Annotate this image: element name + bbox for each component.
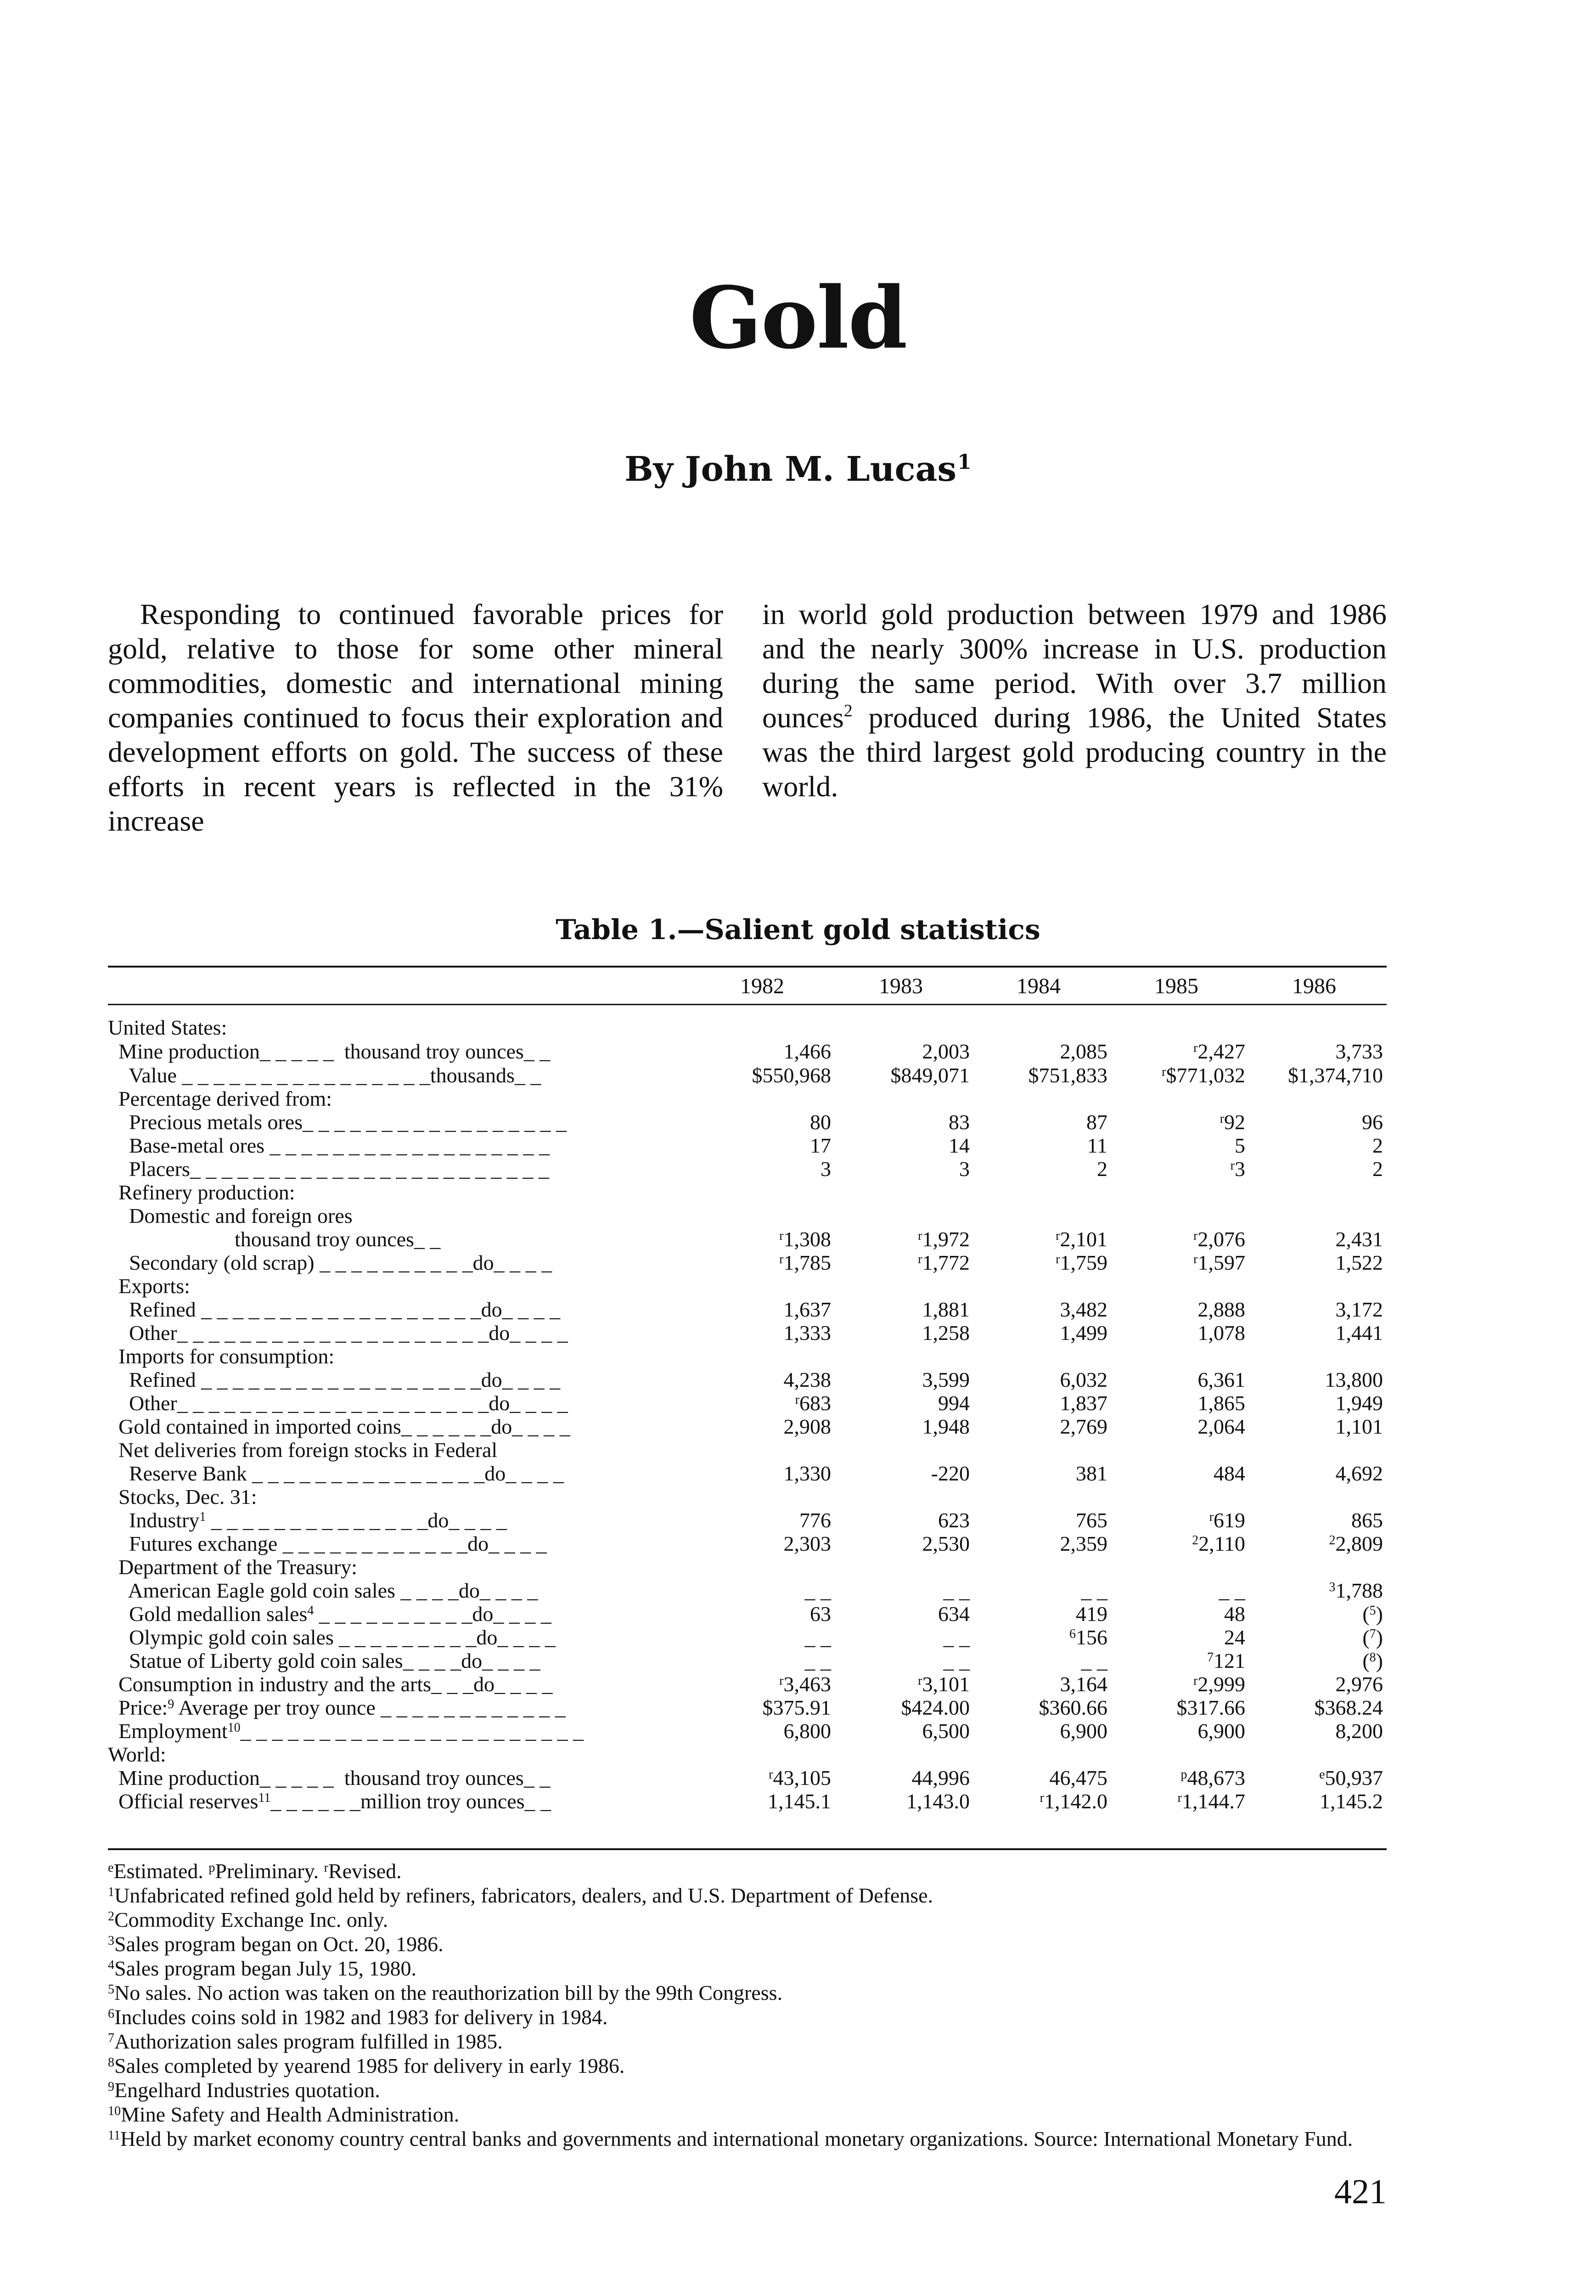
footnote: $^3$Sales program began on Oct. 20, 1986. [108, 1932, 444, 1956]
cell-1986: $^2$2,809 [1329, 1532, 1383, 1555]
cell-1984: 2,085 [1060, 1040, 1107, 1063]
cell-1982: 1,330 [783, 1462, 831, 1485]
cell-1984: $^r$1,759 [1056, 1251, 1107, 1274]
row-label: Official reserves$^{11}$_ _ _ _ _ _million troy ounces_ _ [108, 1790, 551, 1813]
cell-1984: 11 [1087, 1134, 1107, 1157]
table-row [0, 1345, 1596, 1368]
cell-1983: $^r$1,772 [918, 1251, 970, 1274]
cell-1983: 6,500 [922, 1719, 970, 1743]
cell-1985: 2,888 [1197, 1298, 1245, 1321]
cell-1983: _ _ [943, 1649, 970, 1672]
cell-1984: 3,164 [1060, 1672, 1107, 1696]
cell-1985: 6,361 [1197, 1368, 1245, 1391]
cell-1982: 63 [810, 1602, 831, 1626]
cell-1986: 1,522 [1335, 1251, 1383, 1274]
cell-1982: 6,800 [783, 1719, 831, 1743]
table-row [0, 1204, 1596, 1228]
cell-1985: $^r$3 [1230, 1157, 1245, 1181]
cell-1986: 2 [1372, 1134, 1383, 1157]
row-label: Exports: [108, 1274, 190, 1298]
cell-1982: 1,637 [783, 1298, 831, 1321]
row-label: Refinery production: [108, 1181, 295, 1204]
cell-1984: 1,499 [1060, 1321, 1107, 1345]
row-label: Refined _ _ _ _ _ _ _ _ _ _ _ _ _ _ _ _ _ _do_ _ _ _ [108, 1298, 561, 1321]
row-label: Employment$^{10}$_ _ _ _ _ _ _ _ _ _ _ _ _ _ _ _ _ _ _ _ _ _ [108, 1719, 584, 1743]
table-row [0, 1626, 1596, 1649]
cell-1984: $^r$2,101 [1056, 1227, 1107, 1251]
cell-1982: 1,145.1 [768, 1790, 831, 1813]
cell-1985: 484 [1214, 1462, 1245, 1485]
footnote: $^9$Engelhard Industries quotation. [108, 2078, 380, 2102]
cell-1984: 46,475 [1049, 1766, 1107, 1790]
row-label: Price:$^9$ Average per troy ounce _ _ _ _ _ _ _ _ _ _ _ _ [108, 1696, 566, 1719]
table-row [0, 1040, 1596, 1064]
row-label: Gold medallion sales$^4$ _ _ _ _ _ _ _ _ _ _do_ _ _ _ [108, 1602, 551, 1626]
cell-1984: $360.66 [1039, 1696, 1107, 1719]
cell-1986: ($^5$) [1362, 1602, 1383, 1626]
year-header-1983: 1983 [879, 974, 923, 998]
table-row [0, 1016, 1596, 1040]
cell-1983: _ _ [943, 1579, 970, 1602]
table-row [0, 1485, 1596, 1509]
author-name: By John M. Lucas [624, 450, 957, 489]
cell-1983: $849,071 [890, 1064, 970, 1087]
row-label: Stocks, Dec. 31: [108, 1485, 257, 1508]
row-label: Mine production_ _ _ _ _ thousand troy ounces_ _ [108, 1040, 551, 1063]
cell-1986: 2,976 [1335, 1672, 1383, 1696]
cell-1985: $^r$1,597 [1193, 1251, 1245, 1274]
year-header-1986: 1986 [1292, 974, 1336, 998]
cell-1983: 2,003 [922, 1040, 970, 1063]
cell-1986: $^e$50,937 [1319, 1766, 1383, 1790]
row-label: American Eagle gold coin sales _ _ _ _do_ _ _ _ [108, 1579, 538, 1602]
cell-1985: $^2$2,110 [1192, 1532, 1245, 1555]
cell-1985: 1,078 [1197, 1321, 1245, 1345]
row-label: Placers_ _ _ _ _ _ _ _ _ _ _ _ _ _ _ _ _ _ _ _ _ _ _ [108, 1157, 549, 1181]
cell-1985: 24 [1224, 1626, 1245, 1649]
footnote: $^4$Sales program began July 15, 1980. [108, 1957, 416, 1980]
cell-1985: $^r$2,427 [1193, 1040, 1245, 1063]
cell-1983: 1,881 [922, 1298, 970, 1321]
cell-1986: 3,733 [1335, 1040, 1383, 1063]
footnote: $^{11}$Held by market economy country central banks and governments and international monetary organizations. Source: International Monetary Fund. [108, 2127, 1353, 2150]
table-row [0, 1157, 1596, 1181]
cell-1986: 4,692 [1335, 1462, 1383, 1485]
cell-1984: 765 [1076, 1508, 1107, 1532]
cell-1982: _ _ [804, 1649, 831, 1672]
table-row [0, 1321, 1596, 1345]
cell-1985: $^r$2,076 [1193, 1227, 1245, 1251]
row-label: Futures exchange _ _ _ _ _ _ _ _ _ _ _ _do_ _ _ _ [108, 1532, 547, 1555]
cell-1985: $^r$\$771,032 [1162, 1064, 1245, 1087]
table-row [0, 1438, 1596, 1462]
cell-1985: 1,865 [1197, 1391, 1245, 1415]
row-label: Value _ _ _ _ _ _ _ _ _ _ _ _ _ _ _ _thousands_ _ [108, 1064, 541, 1087]
row-label: Reserve Bank _ _ _ _ _ _ _ _ _ _ _ _ _ _ _do_ _ _ _ [108, 1462, 564, 1485]
cell-1986: $368.24 [1314, 1696, 1383, 1719]
table-row [0, 1368, 1596, 1392]
cell-1986: 13,800 [1325, 1368, 1383, 1391]
cell-1985: 48 [1224, 1602, 1245, 1626]
table-row [0, 1508, 1596, 1532]
cell-1982: $^r$683 [795, 1391, 831, 1415]
cell-1984: 2 [1097, 1157, 1107, 1181]
cell-1982: 3 [820, 1157, 831, 1181]
row-label: Gold contained in imported coins_ _ _ _ _ _do_ _ _ _ [108, 1415, 570, 1438]
cell-1982: _ _ [804, 1579, 831, 1602]
cell-1984: $^6$156 [1069, 1626, 1107, 1649]
table-row [0, 1719, 1596, 1743]
cell-1984: $^r$1,142.0 [1040, 1790, 1107, 1813]
cell-1985: $^r$2,999 [1193, 1672, 1245, 1696]
row-label: United States: [108, 1016, 227, 1039]
table-row [0, 1462, 1596, 1486]
cell-1982: 1,333 [783, 1321, 831, 1345]
table-row [0, 1087, 1596, 1111]
row-label: Precious metals ores_ _ _ _ _ _ _ _ _ _ _ _ _ _ _ _ _ [108, 1110, 567, 1134]
cell-1982: $550,968 [752, 1064, 831, 1087]
table-row [0, 1064, 1596, 1087]
cell-1984: 2,769 [1060, 1415, 1107, 1438]
table-row [0, 1274, 1596, 1298]
cell-1982: 2,908 [783, 1415, 831, 1438]
cell-1986: $^3$1,788 [1329, 1579, 1383, 1602]
cell-1983: 3,599 [922, 1368, 970, 1391]
cell-1983: 83 [949, 1110, 970, 1134]
cell-1983: $424.00 [901, 1696, 970, 1719]
table-row [0, 1649, 1596, 1673]
cell-1982: 17 [810, 1134, 831, 1157]
row-label: Department of the Treasury: [108, 1555, 357, 1579]
cell-1984: 381 [1076, 1462, 1107, 1485]
cell-1984: 1,837 [1060, 1391, 1107, 1415]
table-row [0, 1555, 1596, 1579]
cell-1985: $^p$48,673 [1180, 1766, 1245, 1790]
table-row [0, 1415, 1596, 1439]
row-label: Statue of Liberty gold coin sales_ _ _ _do_ _ _ _ [108, 1649, 540, 1672]
table-row [0, 1227, 1596, 1251]
cell-1985: $^r$619 [1209, 1508, 1245, 1532]
table-row [0, 1298, 1596, 1322]
cell-1983: 14 [949, 1134, 970, 1157]
table-row [0, 1134, 1596, 1158]
cell-1986: 1,145.2 [1320, 1790, 1383, 1813]
cell-1983: 994 [938, 1391, 970, 1415]
cell-1982: 80 [810, 1110, 831, 1134]
cell-1983: 623 [938, 1508, 970, 1532]
cell-1983: 634 [938, 1602, 970, 1626]
cell-1982: 4,238 [783, 1368, 831, 1391]
cell-1986: 96 [1362, 1110, 1383, 1134]
cell-1984: _ _ [1081, 1579, 1107, 1602]
cell-1986: 1,949 [1335, 1391, 1383, 1415]
year-header-1984: 1984 [1017, 974, 1061, 998]
cell-1983: 44,996 [911, 1766, 970, 1790]
page-number: 421 [1334, 2172, 1387, 2211]
footnote: $^5$No sales. No action was taken on the reauthorization bill by the 99th Congress. [108, 1981, 783, 2004]
footnote: $^{10}$Mine Safety and Health Administration. [108, 2103, 460, 2126]
table-title: Table 1.—Salient gold statistics [556, 914, 1040, 946]
cell-1986: 865 [1351, 1508, 1383, 1532]
table-row [0, 1672, 1596, 1696]
cell-1986: ($^8$) [1362, 1649, 1383, 1672]
row-label: Industry$^1$ _ _ _ _ _ _ _ _ _ _ _ _ _ _do_ _ _ _ [108, 1508, 507, 1532]
article-title: Gold [689, 268, 907, 368]
intro-right-text-2: produced during 1986, the United States was the third largest gold producing country in the world. [762, 701, 1387, 803]
footnote: $^7$Authorization sales program fulfilled in 1985. [108, 2030, 503, 2053]
footnote: $^2$Commodity Exchange Inc. only. [108, 1908, 388, 1931]
table-row [0, 1110, 1596, 1134]
footnote: $^1$Unfabricated refined gold held by refiners, fabricators, dealers, and U.S. Department of Defense. [108, 1884, 933, 1907]
cell-1982: $^r$43,105 [769, 1766, 831, 1790]
cell-1985: $^r$92 [1219, 1110, 1245, 1134]
table-row [0, 1579, 1596, 1603]
cell-1986: ($^7$) [1362, 1626, 1383, 1649]
cell-1982: $^r$1,785 [779, 1251, 831, 1274]
cell-1983: $^r$3,101 [918, 1672, 970, 1696]
cell-1985: $^r$1,144.7 [1177, 1790, 1245, 1813]
table-header-row [0, 974, 1596, 1001]
table-row [0, 1532, 1596, 1556]
cell-1985: 6,900 [1197, 1719, 1245, 1743]
row-label: Net deliveries from foreign stocks in Federal [108, 1438, 498, 1462]
footnote: $^8$Sales completed by yearend 1985 for delivery in early 1986. [108, 2054, 625, 2077]
row-label: Olympic gold coin sales _ _ _ _ _ _ _ _ _do_ _ _ _ [108, 1626, 556, 1649]
cell-1986: 1,441 [1335, 1321, 1383, 1345]
cell-1984: 6,032 [1060, 1368, 1107, 1391]
row-label: thousand troy ounces_ _ [108, 1227, 441, 1251]
table-row [0, 1790, 1596, 1813]
table-row [0, 1181, 1596, 1204]
cell-1986: 2 [1372, 1157, 1383, 1181]
cell-1985: _ _ [1219, 1579, 1245, 1602]
cell-1986: 8,200 [1335, 1719, 1383, 1743]
row-label: Other_ _ _ _ _ _ _ _ _ _ _ _ _ _ _ _ _ _ _ _do_ _ _ _ [108, 1321, 568, 1345]
row-label: Domestic and foreign ores [108, 1204, 353, 1227]
cell-1984: 2,359 [1060, 1532, 1107, 1555]
byline-footnote-mark: 1 [957, 450, 972, 474]
cell-1983: 1,143.0 [906, 1790, 970, 1813]
cell-1984: 419 [1076, 1602, 1107, 1626]
cell-1986: 2,431 [1335, 1227, 1383, 1251]
row-label: Percentage derived from: [108, 1087, 332, 1110]
intro-footnote-mark: 2 [843, 701, 853, 720]
row-label: Secondary (old scrap) _ _ _ _ _ _ _ _ _ _do_ _ _ _ [108, 1251, 552, 1274]
cell-1983: 1,948 [922, 1415, 970, 1438]
cell-1986: 1,101 [1335, 1415, 1383, 1438]
cell-1983: 3 [959, 1157, 970, 1181]
footnote: $^e$Estimated. $^p$Preliminary. $^r$Revised. [108, 1859, 402, 1883]
intro-right-text-1: in world gold production between 1979 and 1986 and the nearly 300% increase in U.S. production during the same period. With over 3.7 million ounces [762, 598, 1387, 734]
cell-1983: $^r$1,972 [918, 1227, 970, 1251]
cell-1982: _ _ [804, 1626, 831, 1649]
cell-1983: 2,530 [922, 1532, 970, 1555]
year-header-1985: 1985 [1154, 974, 1198, 998]
cell-1984: 6,900 [1060, 1719, 1107, 1743]
footnotes [108, 1859, 1394, 2151]
row-label: World: [108, 1743, 166, 1766]
table-row [0, 1391, 1596, 1415]
cell-1982: $^r$3,463 [779, 1672, 831, 1696]
cell-1982: $^r$1,308 [779, 1227, 831, 1251]
table-bottom-rule [108, 1848, 1387, 1850]
cell-1985: 5 [1235, 1134, 1245, 1157]
table-row [0, 1251, 1596, 1275]
cell-1984: 3,482 [1060, 1298, 1107, 1321]
cell-1985: $^7$121 [1207, 1649, 1245, 1672]
cell-1983: -220 [931, 1462, 970, 1485]
intro-left-column: Responding to continued favorable prices for gold, relative to those for some other mineral commodities, domestic and international mining companies continued to focus their exploration and development efforts on gold. The success of these efforts in recent years is reflected in the 31% increase [108, 598, 723, 837]
year-header-1982: 1982 [740, 974, 784, 998]
table-row [0, 1602, 1596, 1626]
table-row [0, 1766, 1596, 1790]
cell-1982: 1,466 [783, 1040, 831, 1063]
table-row [0, 1743, 1596, 1767]
cell-1984: $751,833 [1028, 1064, 1107, 1087]
row-label: Base-metal ores _ _ _ _ _ _ _ _ _ _ _ _ _ _ _ _ _ _ [108, 1134, 550, 1157]
row-label: Other_ _ _ _ _ _ _ _ _ _ _ _ _ _ _ _ _ _ _ _do_ _ _ _ [108, 1391, 568, 1415]
byline [0, 450, 1596, 489]
cell-1985: $317.66 [1176, 1696, 1245, 1719]
table-row [0, 1696, 1596, 1720]
cell-1982: 2,303 [783, 1532, 831, 1555]
cell-1986: 3,172 [1335, 1298, 1383, 1321]
cell-1983: _ _ [943, 1626, 970, 1649]
row-label: Imports for consumption: [108, 1345, 335, 1368]
table-header-rule [108, 1004, 1387, 1005]
cell-1984: _ _ [1081, 1649, 1107, 1672]
row-label: Refined _ _ _ _ _ _ _ _ _ _ _ _ _ _ _ _ _ _do_ _ _ _ [108, 1368, 561, 1391]
table-top-rule [108, 966, 1387, 968]
cell-1982: $375.91 [762, 1696, 831, 1719]
cell-1982: 776 [799, 1508, 831, 1532]
cell-1983: 1,258 [922, 1321, 970, 1345]
footnote: $^6$Includes coins sold in 1982 and 1983 for delivery in 1984. [108, 2005, 608, 2029]
cell-1986: $1,374,710 [1288, 1064, 1383, 1087]
intro-right-column [762, 597, 1387, 804]
row-label: Mine production_ _ _ _ _ thousand troy ounces_ _ [108, 1766, 551, 1790]
cell-1985: 2,064 [1197, 1415, 1245, 1438]
cell-1984: 87 [1086, 1110, 1107, 1134]
row-label: Consumption in industry and the arts_ _ _do_ _ _ _ [108, 1672, 553, 1696]
